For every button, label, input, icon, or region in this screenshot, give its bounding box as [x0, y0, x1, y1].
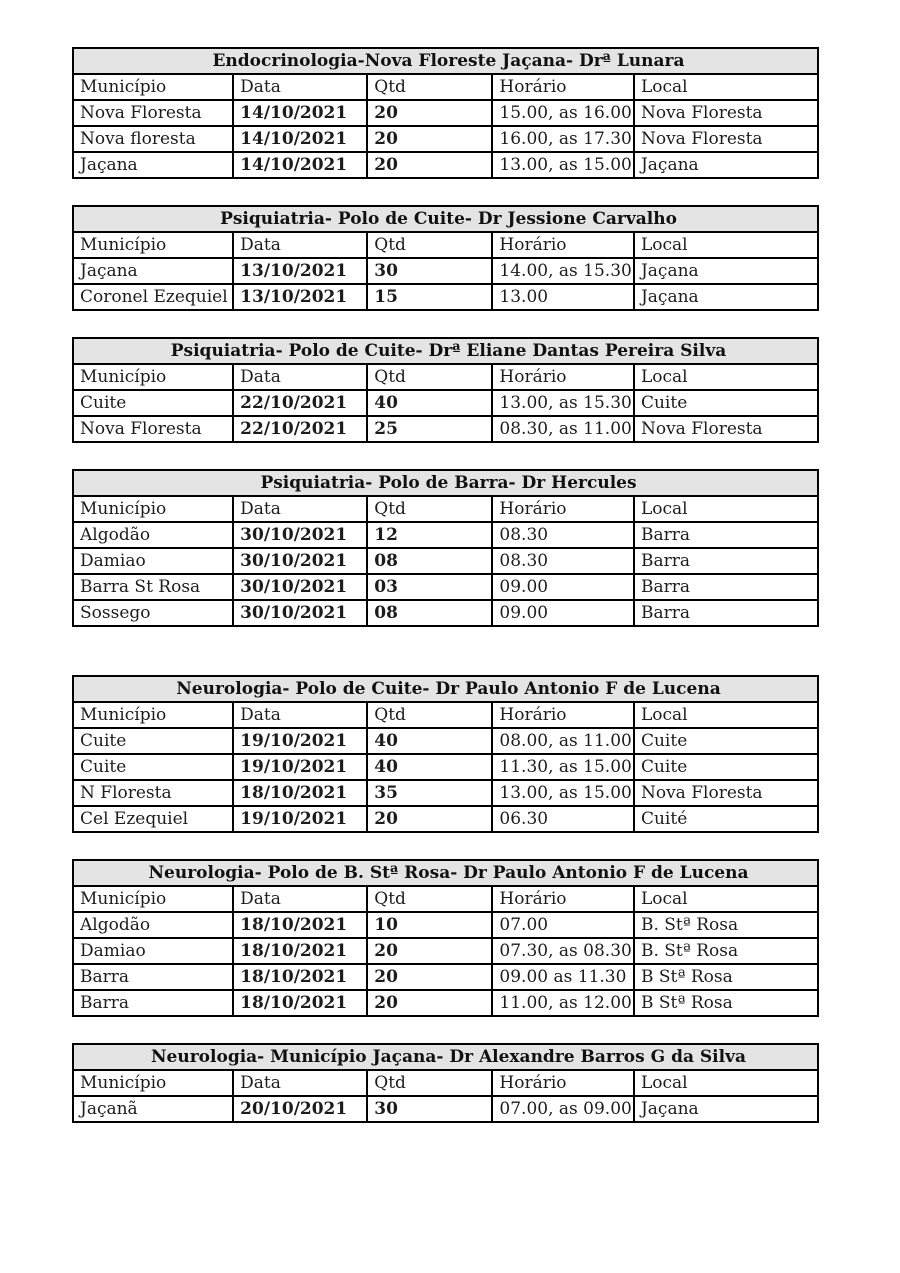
cell-data: 13/10/2021 — [233, 258, 367, 284]
cell-horario: 08.30, as 11.00 — [492, 416, 634, 442]
cell-data: 19/10/2021 — [233, 728, 367, 754]
table-row — [73, 416, 818, 442]
cell-data: 18/10/2021 — [233, 780, 367, 806]
cell-municipio: Barra — [73, 964, 233, 990]
table-row — [73, 100, 818, 126]
cell-municipio: Algodão — [73, 522, 233, 548]
column-header: Horário — [492, 496, 634, 522]
cell-horario: 06.30 — [492, 806, 634, 832]
cell-local: Barra — [634, 574, 818, 600]
column-header: Local — [634, 74, 818, 100]
cell-qtd: 20 — [367, 126, 492, 152]
column-header: Data — [233, 496, 367, 522]
title-row — [73, 860, 818, 886]
cell-local: B Stª Rosa — [634, 964, 818, 990]
schedule-table — [72, 469, 819, 627]
table-row — [73, 574, 818, 600]
column-header: Local — [634, 1070, 818, 1096]
title-row — [73, 338, 818, 364]
column-header: Data — [233, 364, 367, 390]
cell-horario: 16.00, as 17.30 — [492, 126, 634, 152]
table-row — [73, 990, 818, 1016]
cell-qtd: 08 — [367, 548, 492, 574]
table-row — [73, 728, 818, 754]
table-title: Neurologia- Polo de Cuite- Dr Paulo Antonio F de Lucena — [73, 676, 818, 702]
cell-horario: 13.00, as 15.30 — [492, 390, 634, 416]
cell-horario: 07.00, as 09.00 — [492, 1096, 634, 1122]
cell-qtd: 40 — [367, 728, 492, 754]
cell-local: Nova Floresta — [634, 126, 818, 152]
cell-data: 14/10/2021 — [233, 126, 367, 152]
cell-data: 19/10/2021 — [233, 806, 367, 832]
table-row — [73, 780, 818, 806]
cell-horario: 13.00 — [492, 284, 634, 310]
cell-data: 19/10/2021 — [233, 754, 367, 780]
table-row — [73, 964, 818, 990]
cell-local: Barra — [634, 522, 818, 548]
column-header: Data — [233, 232, 367, 258]
table-row — [73, 390, 818, 416]
table-title: Psiquiatria- Polo de Cuite- Drª Eliane Dantas Pereira Silva — [73, 338, 818, 364]
cell-municipio: N Floresta — [73, 780, 233, 806]
table-title: Neurologia- Polo de B. Stª Rosa- Dr Paulo Antonio F de Lucena — [73, 860, 818, 886]
cell-data: 30/10/2021 — [233, 574, 367, 600]
column-header: Horário — [492, 364, 634, 390]
cell-horario: 13.00, as 15.00 — [492, 780, 634, 806]
cell-data: 18/10/2021 — [233, 964, 367, 990]
cell-data: 18/10/2021 — [233, 938, 367, 964]
cell-qtd: 40 — [367, 390, 492, 416]
cell-local: Nova Floresta — [634, 780, 818, 806]
table-row — [73, 1096, 818, 1122]
cell-local: Cuite — [634, 728, 818, 754]
cell-qtd: 20 — [367, 964, 492, 990]
column-header: Horário — [492, 702, 634, 728]
cell-local: Nova Floresta — [634, 100, 818, 126]
column-header: Qtd — [367, 74, 492, 100]
cell-horario: 09.00 as 11.30 — [492, 964, 634, 990]
cell-qtd: 20 — [367, 806, 492, 832]
schedule-table — [72, 47, 819, 179]
cell-qtd: 08 — [367, 600, 492, 626]
table-row — [73, 548, 818, 574]
table-title: Endocrinologia-Nova Floreste Jaçana- Drª Lunara — [73, 48, 818, 74]
column-header: Qtd — [367, 702, 492, 728]
column-header: Município — [73, 1070, 233, 1096]
column-header: Qtd — [367, 496, 492, 522]
cell-qtd: 30 — [367, 1096, 492, 1122]
column-header: Local — [634, 232, 818, 258]
cell-horario: 11.30, as 15.00 — [492, 754, 634, 780]
cell-local: B. Stª Rosa — [634, 912, 818, 938]
schedule-tables — [72, 47, 819, 1123]
column-header: Local — [634, 702, 818, 728]
table-row — [73, 522, 818, 548]
cell-horario: 11.00, as 12.00 — [492, 990, 634, 1016]
header-row — [73, 1070, 818, 1096]
header-row — [73, 232, 818, 258]
cell-municipio: Cel Ezequiel — [73, 806, 233, 832]
column-header: Local — [634, 496, 818, 522]
column-header: Data — [233, 74, 367, 100]
cell-qtd: 10 — [367, 912, 492, 938]
table-row — [73, 806, 818, 832]
cell-municipio: Cuite — [73, 728, 233, 754]
title-row — [73, 206, 818, 232]
cell-data: 13/10/2021 — [233, 284, 367, 310]
cell-data: 14/10/2021 — [233, 152, 367, 178]
cell-qtd: 15 — [367, 284, 492, 310]
cell-municipio: Damiao — [73, 938, 233, 964]
title-row — [73, 470, 818, 496]
table-title: Psiquiatria- Polo de Cuite- Dr Jessione Carvalho — [73, 206, 818, 232]
cell-data: 18/10/2021 — [233, 912, 367, 938]
cell-local: Nova Floresta — [634, 416, 818, 442]
table-row — [73, 258, 818, 284]
title-row — [73, 1044, 818, 1070]
column-header: Local — [634, 886, 818, 912]
cell-local: B Stª Rosa — [634, 990, 818, 1016]
cell-local: Barra — [634, 548, 818, 574]
cell-horario: 08.00, as 11.00 — [492, 728, 634, 754]
table-row — [73, 284, 818, 310]
cell-qtd: 03 — [367, 574, 492, 600]
cell-horario: 13.00, as 15.00 — [492, 152, 634, 178]
cell-data: 18/10/2021 — [233, 990, 367, 1016]
cell-qtd: 20 — [367, 152, 492, 178]
column-header: Qtd — [367, 1070, 492, 1096]
cell-local: B. Stª Rosa — [634, 938, 818, 964]
cell-municipio: Jaçana — [73, 258, 233, 284]
column-header: Município — [73, 886, 233, 912]
column-header: Local — [634, 364, 818, 390]
header-row — [73, 364, 818, 390]
cell-municipio: Damiao — [73, 548, 233, 574]
column-header: Município — [73, 74, 233, 100]
cell-local: Jaçana — [634, 1096, 818, 1122]
cell-qtd: 20 — [367, 990, 492, 1016]
column-header: Qtd — [367, 232, 492, 258]
cell-data: 30/10/2021 — [233, 600, 367, 626]
cell-horario: 07.00 — [492, 912, 634, 938]
table-title: Neurologia- Município Jaçana- Dr Alexandre Barros G da Silva — [73, 1044, 818, 1070]
cell-local: Jaçana — [634, 152, 818, 178]
cell-qtd: 30 — [367, 258, 492, 284]
header-row — [73, 74, 818, 100]
header-row — [73, 496, 818, 522]
cell-data: 14/10/2021 — [233, 100, 367, 126]
header-row — [73, 886, 818, 912]
header-row — [73, 702, 818, 728]
column-header: Município — [73, 232, 233, 258]
schedule-table — [72, 205, 819, 311]
cell-local: Cuite — [634, 754, 818, 780]
schedule-table — [72, 1043, 819, 1123]
title-row — [73, 676, 818, 702]
cell-municipio: Jaçana — [73, 152, 233, 178]
cell-data: 20/10/2021 — [233, 1096, 367, 1122]
cell-data: 30/10/2021 — [233, 548, 367, 574]
cell-data: 22/10/2021 — [233, 390, 367, 416]
table-row — [73, 152, 818, 178]
cell-data: 22/10/2021 — [233, 416, 367, 442]
column-header: Data — [233, 1070, 367, 1096]
cell-qtd: 40 — [367, 754, 492, 780]
cell-municipio: Algodão — [73, 912, 233, 938]
table-row — [73, 754, 818, 780]
cell-local: Cuité — [634, 806, 818, 832]
column-header: Horário — [492, 1070, 634, 1096]
table-row — [73, 912, 818, 938]
cell-municipio: Sossego — [73, 600, 233, 626]
cell-qtd: 12 — [367, 522, 492, 548]
cell-municipio: Nova Floresta — [73, 100, 233, 126]
cell-horario: 07.30, as 08.30 — [492, 938, 634, 964]
cell-municipio: Cuite — [73, 754, 233, 780]
document-page — [72, 47, 819, 1149]
column-header: Qtd — [367, 364, 492, 390]
column-header: Horário — [492, 74, 634, 100]
cell-horario: 09.00 — [492, 600, 634, 626]
cell-municipio: Nova floresta — [73, 126, 233, 152]
column-header: Município — [73, 496, 233, 522]
cell-qtd: 20 — [367, 938, 492, 964]
column-header: Horário — [492, 232, 634, 258]
cell-municipio: Cuite — [73, 390, 233, 416]
cell-municipio: Barra St Rosa — [73, 574, 233, 600]
cell-local: Jaçana — [634, 258, 818, 284]
column-header: Data — [233, 702, 367, 728]
cell-municipio: Nova Floresta — [73, 416, 233, 442]
cell-horario: 08.30 — [492, 548, 634, 574]
table-row — [73, 126, 818, 152]
schedule-table — [72, 337, 819, 443]
cell-local: Cuite — [634, 390, 818, 416]
cell-municipio: Coronel Ezequiel — [73, 284, 233, 310]
title-row — [73, 48, 818, 74]
column-header: Município — [73, 364, 233, 390]
cell-qtd: 20 — [367, 100, 492, 126]
cell-qtd: 35 — [367, 780, 492, 806]
table-row — [73, 938, 818, 964]
cell-data: 30/10/2021 — [233, 522, 367, 548]
table-title: Psiquiatria- Polo de Barra- Dr Hercules — [73, 470, 818, 496]
cell-horario: 14.00, as 15.30 — [492, 258, 634, 284]
schedule-table — [72, 859, 819, 1017]
column-header: Qtd — [367, 886, 492, 912]
cell-local: Barra — [634, 600, 818, 626]
schedule-table — [72, 675, 819, 833]
cell-horario: 09.00 — [492, 574, 634, 600]
cell-local: Jaçana — [634, 284, 818, 310]
cell-qtd: 25 — [367, 416, 492, 442]
cell-horario: 15.00, as 16.00 — [492, 100, 634, 126]
cell-municipio: Jaçanã — [73, 1096, 233, 1122]
column-header: Horário — [492, 886, 634, 912]
table-row — [73, 600, 818, 626]
cell-horario: 08.30 — [492, 522, 634, 548]
column-header: Município — [73, 702, 233, 728]
cell-municipio: Barra — [73, 990, 233, 1016]
column-header: Data — [233, 886, 367, 912]
